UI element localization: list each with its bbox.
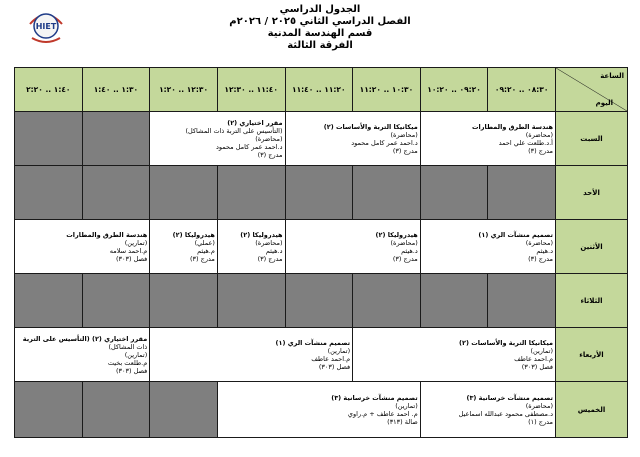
year-line: الفرقة الثالثة xyxy=(287,40,353,51)
time-slot-3: ١٠:٣٠ .. ١١:٢٠ xyxy=(353,68,421,112)
class-cell: تصميم منشآت الري (١) (تمارين) م.احمد عاطف فصل (٣٠٣) xyxy=(150,328,353,382)
time-slot-2: ٠٩:٢٠ .. ١٠:٢٠ xyxy=(420,68,488,112)
empty-cell xyxy=(82,166,150,220)
class-cell: ميكانيكا التربة والأساسات (٢) (محاضرة) د.احمد عمر كامل محمود مدرج (٣) xyxy=(285,112,420,166)
day-thursday: الخميس xyxy=(556,382,628,438)
department-line: قسم الهندسة المدنية xyxy=(267,28,373,39)
class-cell: هندسة الطرق والمطارات (تمارين) م.احمد سلامه فصل (٣٠٣) xyxy=(15,220,150,274)
empty-cell xyxy=(15,274,83,328)
day-wednesday: الأربعاء xyxy=(556,328,628,382)
day-monday: الأثنين xyxy=(556,220,628,274)
class-cell: هندسة الطرق والمطارات (محاضرة) أ.د.طلعت علي احمد مدرج (٣) xyxy=(420,112,555,166)
empty-cell xyxy=(150,274,218,328)
class-cell: تصميم منشآت الري (١) (محاضرة) د.هيثم مدرج (٣) xyxy=(420,220,555,274)
empty-cell xyxy=(82,382,150,438)
empty-cell xyxy=(150,166,218,220)
class-cell: تصميم منشآت خرسانية (٣) (تمارين) م. احمد عاطف + م.راوي صالة (٣١٣) xyxy=(217,382,420,438)
empty-cell xyxy=(15,382,83,438)
semester-line: الفصل الدراسي الثاني ٢٠٢٥ / ٢٠٢٦م xyxy=(229,16,411,27)
empty-cell xyxy=(82,112,150,166)
hour-label: الساعة xyxy=(600,72,624,80)
empty-cell xyxy=(15,166,83,220)
row-thursday xyxy=(15,382,628,438)
empty-cell xyxy=(420,166,488,220)
time-header-row xyxy=(15,68,628,112)
row-saturday xyxy=(15,112,628,166)
time-slot-6: ١٢:٣٠ .. ١:٢٠ xyxy=(150,68,218,112)
empty-cell xyxy=(353,274,421,328)
class-cell: مقرر اختياري (٢) (التأسيس على التربة ذات المشاكل) (تمارين) م.طلعت بخيت فصل (٣٠٣) xyxy=(15,328,150,382)
time-slot-1: ٠٨:٣٠ .. ٠٩:٢٠ xyxy=(488,68,556,112)
empty-cell xyxy=(420,274,488,328)
time-slot-8: ١:٤٠ .. ٢:٢٠ xyxy=(15,68,83,112)
row-monday xyxy=(15,220,628,274)
empty-cell xyxy=(285,166,353,220)
row-wednesday xyxy=(15,328,628,382)
row-tuesday xyxy=(15,274,628,328)
empty-cell xyxy=(353,166,421,220)
empty-cell xyxy=(82,274,150,328)
svg-text:HIET: HIET xyxy=(35,22,57,31)
time-slot-4: ١١:٢٠ .. ١١:٤٠ xyxy=(285,68,353,112)
day-tuesday: الثلاثاء xyxy=(556,274,628,328)
class-cell: هيدروليكا (٢) (عملي) م.هيثم مدرج (٣) xyxy=(150,220,218,274)
day-label: اليوم xyxy=(595,99,613,107)
empty-cell xyxy=(15,112,83,166)
day-saturday: السبت xyxy=(556,112,628,166)
time-slot-7: ١:٣٠ .. ١:٤٠ xyxy=(82,68,150,112)
class-cell: تصميم منشآت خرسانية (٣) (محاضرة) د.مصطفى محمود عبدالله اسماعيل مدرج (١) xyxy=(420,382,555,438)
empty-cell xyxy=(285,274,353,328)
empty-cell xyxy=(217,166,285,220)
empty-cell xyxy=(488,166,556,220)
empty-cell xyxy=(217,274,285,328)
class-cell: ميكانيكا التربة والأساسات (٢) (تمارين) م.احمد عاطف فصل (٣٠٣) xyxy=(353,328,556,382)
class-cell: هيدروليكا (٢) (محاضرة) د.هيثم مدرج (٣) xyxy=(285,220,420,274)
schedule-header xyxy=(0,4,640,52)
row-sunday xyxy=(15,166,628,220)
corner-cell xyxy=(556,68,628,112)
institute-logo xyxy=(24,6,68,46)
day-sunday: الأحد xyxy=(556,166,628,220)
class-cell: هيدروليكا (٢) (محاضرة) د.هيثم مدرج (٣) xyxy=(217,220,285,274)
empty-cell xyxy=(150,382,218,438)
empty-cell xyxy=(488,274,556,328)
schedule-table xyxy=(14,67,628,438)
class-cell: مقرر اختياري (٢) (التأسيس على التربة ذات المشاكل) (محاضرة) د.احمد عمر كامل محمود مدرج (٣) xyxy=(150,112,285,166)
schedule-title: الجدول الدراسي xyxy=(279,4,361,15)
time-slot-5: ١١:٤٠ .. ١٢:٣٠ xyxy=(217,68,285,112)
